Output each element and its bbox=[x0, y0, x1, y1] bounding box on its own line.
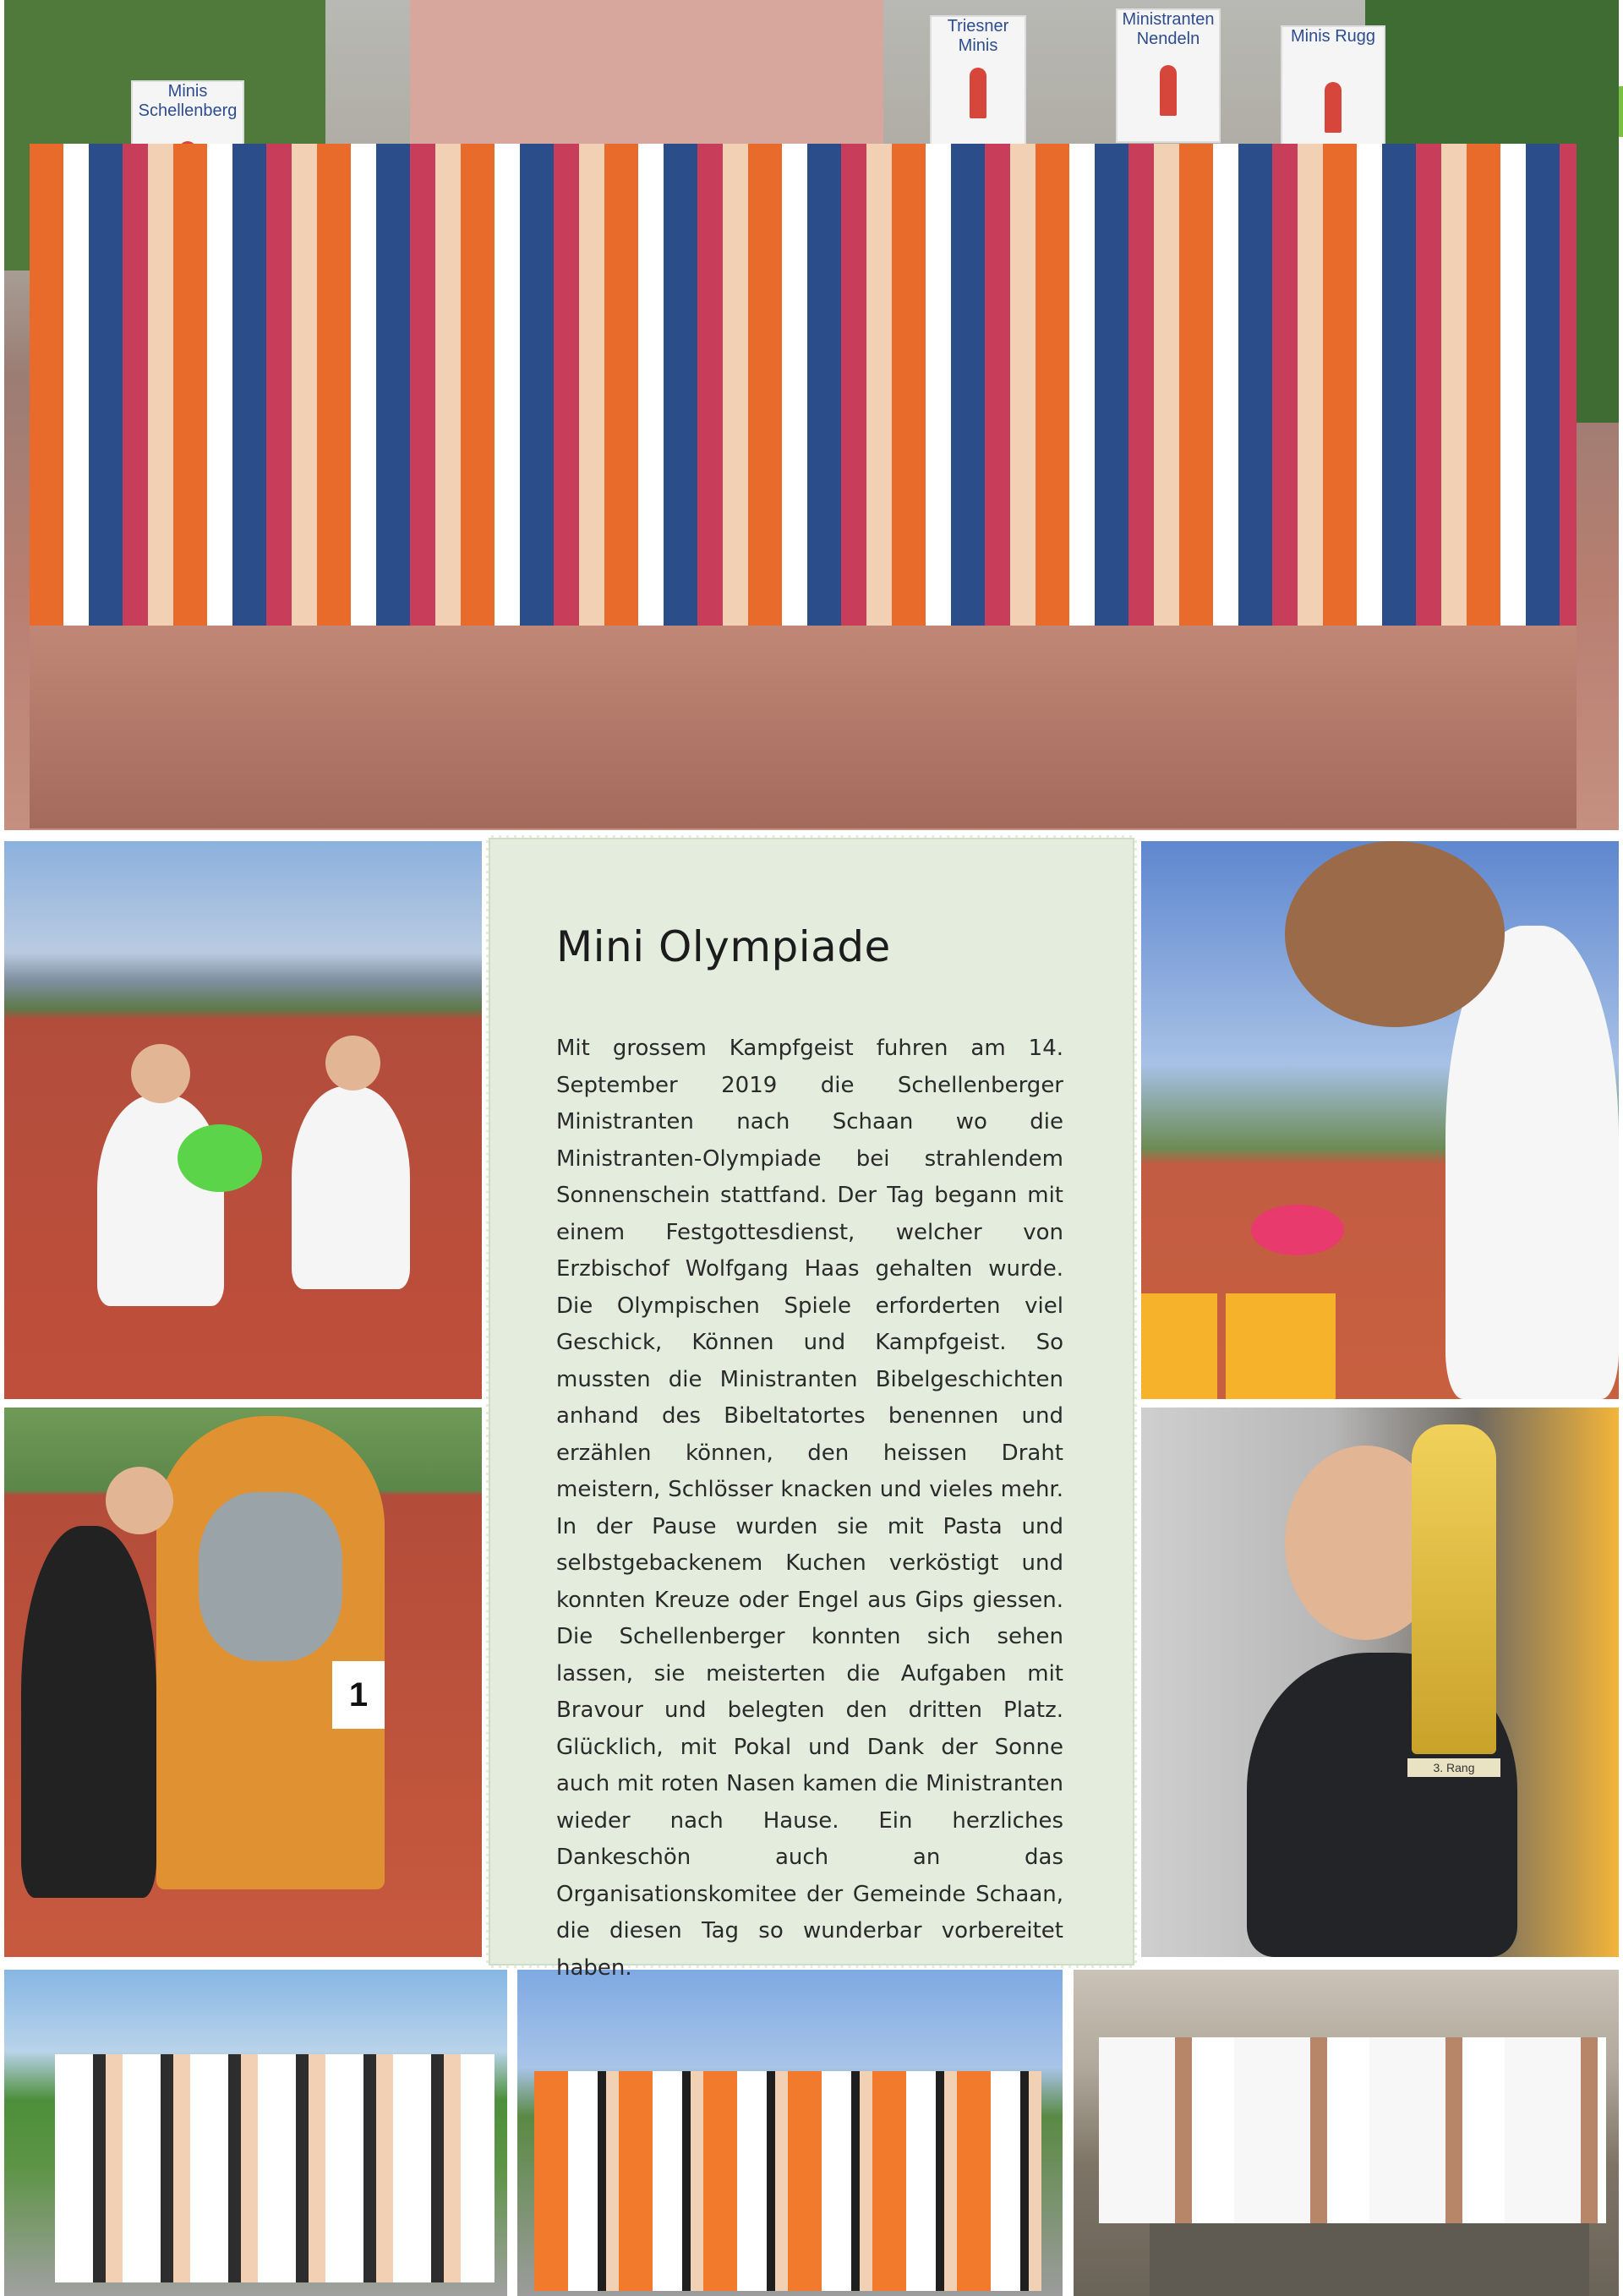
girl-head bbox=[106, 1467, 173, 1534]
girl-playing bbox=[21, 1526, 156, 1898]
group-photo bbox=[4, 0, 1619, 830]
banner-label: Triesner Minis bbox=[947, 17, 1009, 55]
table-photo bbox=[1074, 1970, 1619, 2296]
banner-triesen bbox=[930, 15, 1026, 145]
article-body: Mit grossem Kampfgeist fuhren am 14. September 2019 die Schellenberger Ministranten nach Schaan wo die Ministranten-Olympiade bei strahlendem Sonnenschein stattfand. Der Tag begann mit einem Festgottesdienst, welcher von Erzbischof Wolfgang Haas gehalten wurde. Die Olympischen Spiele erforderten viel Geschick, Können und Kampfgeist. So mussten die Ministranten Bibelgeschichten anhand des Bibeltatortes benennen und erzählen können, den heissen Draht meistern, Schlösser knacken und vieles mehr. In der Pause wurden sie mit Pasta und selbstgebackenem Kuchen verköstigt und konnten Kreuze oder Engel aus Gips giessen. Die Schellenberger konnten sich sehen lassen, sie meisterten die Aufgaben mit Bravour und belegten den dritten Platz. Glücklich, mit Pokal und Dank der Sonne auch mit roten Nasen kamen die Ministranten wieder nach Hause. Ein herzliches Dankeschön auch an das Organisationskomitee der Gemeinde Schaan, die diesen Tag so wunderbar vorbereitet haben. bbox=[556, 1036, 1063, 1981]
yellow-cup bbox=[1141, 1293, 1217, 1399]
station-number: 1 bbox=[332, 1661, 385, 1729]
game-photo bbox=[4, 1408, 482, 1957]
child-head bbox=[325, 1036, 380, 1091]
child-head bbox=[131, 1044, 190, 1103]
trophy-plaque: 3. Rang bbox=[1407, 1758, 1500, 1777]
crowd-cheering bbox=[534, 2071, 1041, 2291]
crowd bbox=[30, 144, 1577, 626]
cheering-photo bbox=[517, 1970, 1063, 2296]
relay-photo bbox=[4, 841, 482, 1399]
banner-label: Ministranten Nendeln bbox=[1122, 10, 1215, 48]
girls-at-table bbox=[1099, 2037, 1606, 2223]
yellow-cup bbox=[1226, 1293, 1336, 1399]
stairs bbox=[410, 0, 883, 152]
girl-head bbox=[1285, 841, 1505, 1027]
team-photo bbox=[4, 1970, 507, 2296]
trophy-icon bbox=[1412, 1424, 1496, 1754]
trophy-photo bbox=[1141, 1408, 1619, 1957]
banner-label: Minis Rugg bbox=[1290, 27, 1376, 46]
pink-cup bbox=[1251, 1205, 1344, 1255]
article-panel bbox=[486, 835, 1137, 1981]
group-of-children bbox=[55, 2054, 495, 2282]
elephant-drawing bbox=[199, 1492, 342, 1661]
banner-nendeln bbox=[1116, 8, 1221, 143]
article-title: Mini Olympiade bbox=[556, 922, 891, 971]
paved-square bbox=[30, 626, 1577, 828]
cup-game-photo bbox=[1141, 841, 1619, 1399]
banner-label: Minis Schellenberg bbox=[138, 82, 238, 120]
banner-rugg bbox=[1281, 25, 1385, 160]
child-running bbox=[292, 1086, 410, 1289]
green-balloon bbox=[178, 1124, 262, 1192]
